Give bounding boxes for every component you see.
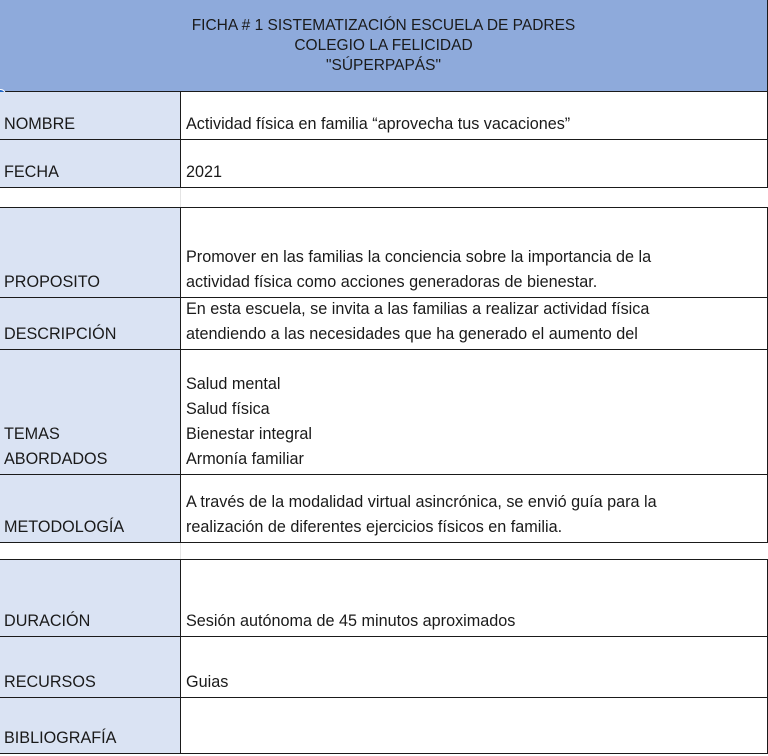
row-divider: [0, 753, 768, 754]
tema-item: Armonía familiar: [186, 450, 304, 468]
value-cell[interactable]: [181, 698, 768, 753]
duracion-value: Sesión autónoma de 45 minutos aproximados: [186, 612, 516, 630]
value-cell[interactable]: [181, 475, 768, 542]
row-descripcion: [0, 298, 768, 349]
value-cell[interactable]: [181, 92, 768, 139]
value-cell[interactable]: [181, 140, 768, 187]
value-cell[interactable]: [181, 298, 768, 349]
fecha-label: FECHA: [4, 163, 59, 181]
recursos-value: Guias: [186, 673, 229, 691]
header-program: "SÚPERPAPÁS": [326, 56, 441, 74]
row-bibliografia: [0, 698, 768, 753]
row-recursos: [0, 637, 768, 697]
nombre-value: Actividad física en familia “aprovecha tus vacaciones”: [186, 115, 571, 133]
tema-item: Bienestar integral: [186, 425, 312, 443]
tema-item: Salud física: [186, 400, 270, 418]
bibliografia-label: BIBLIOGRAFÍA: [4, 729, 117, 747]
header-title: FICHA # 1 SISTEMATIZACIÓN ESCUELA DE PADRES: [191, 16, 576, 34]
fecha-value: 2021: [186, 163, 223, 181]
label-cell[interactable]: [0, 698, 181, 753]
duracion-label: DURACIÓN: [4, 612, 91, 630]
label-cell[interactable]: [0, 637, 181, 697]
row-metodologia: [0, 475, 768, 542]
row-fecha: [0, 140, 768, 187]
metodologia-label: METODOLOGÍA: [4, 518, 125, 536]
empty-cell[interactable]: [181, 543, 768, 559]
header-school: COLEGIO LA FELICIDAD: [294, 36, 473, 54]
label-cell[interactable]: [0, 475, 181, 542]
empty-cell[interactable]: [0, 188, 181, 207]
label-cell[interactable]: [0, 560, 181, 636]
proposito-value-line1: Promover en las familias la conciencia sobre la importancia de la: [186, 248, 652, 266]
value-cell[interactable]: [181, 637, 768, 697]
metodologia-value-line2: realización de diferentes ejercicios físicos en familia.: [186, 518, 563, 536]
metodologia-value-line1: A través de la modalidad virtual asincrónica, se envió guía para la: [186, 493, 657, 511]
empty-row: [0, 543, 768, 559]
sheet-header[interactable]: [0, 0, 768, 92]
row-nombre: [0, 92, 768, 139]
descripcion-value-line2: atendiendo a las necesidades que ha generado el aumento del: [186, 325, 638, 343]
nombre-label: NOMBRE: [4, 115, 76, 133]
label-cell[interactable]: [0, 140, 181, 187]
temas-label-line2: ABORDADOS: [4, 450, 108, 468]
value-cell[interactable]: [181, 560, 768, 636]
label-cell[interactable]: [0, 92, 181, 139]
row-temas: [0, 350, 768, 474]
temas-label-line1: TEMAS: [4, 425, 60, 443]
value-cell[interactable]: [181, 350, 768, 474]
empty-row: [0, 188, 768, 207]
empty-cell[interactable]: [0, 543, 181, 559]
label-cell[interactable]: [0, 350, 181, 474]
descripcion-value-line1: En esta escuela, se invita a las familias a realizar actividad física: [186, 300, 650, 318]
proposito-label: PROPOSITO: [4, 273, 100, 291]
label-cell[interactable]: [0, 298, 181, 349]
proposito-value-line2: actividad física como acciones generadoras de bienestar.: [186, 273, 598, 291]
value-cell[interactable]: [181, 208, 768, 297]
recursos-label: RECURSOS: [4, 673, 96, 691]
row-duracion: [0, 560, 768, 636]
empty-cell[interactable]: [181, 188, 768, 207]
descripcion-label: DESCRIPCIÓN: [4, 325, 117, 343]
row-proposito: [0, 208, 768, 297]
tema-item: Salud mental: [186, 375, 281, 393]
label-cell[interactable]: [0, 208, 181, 297]
